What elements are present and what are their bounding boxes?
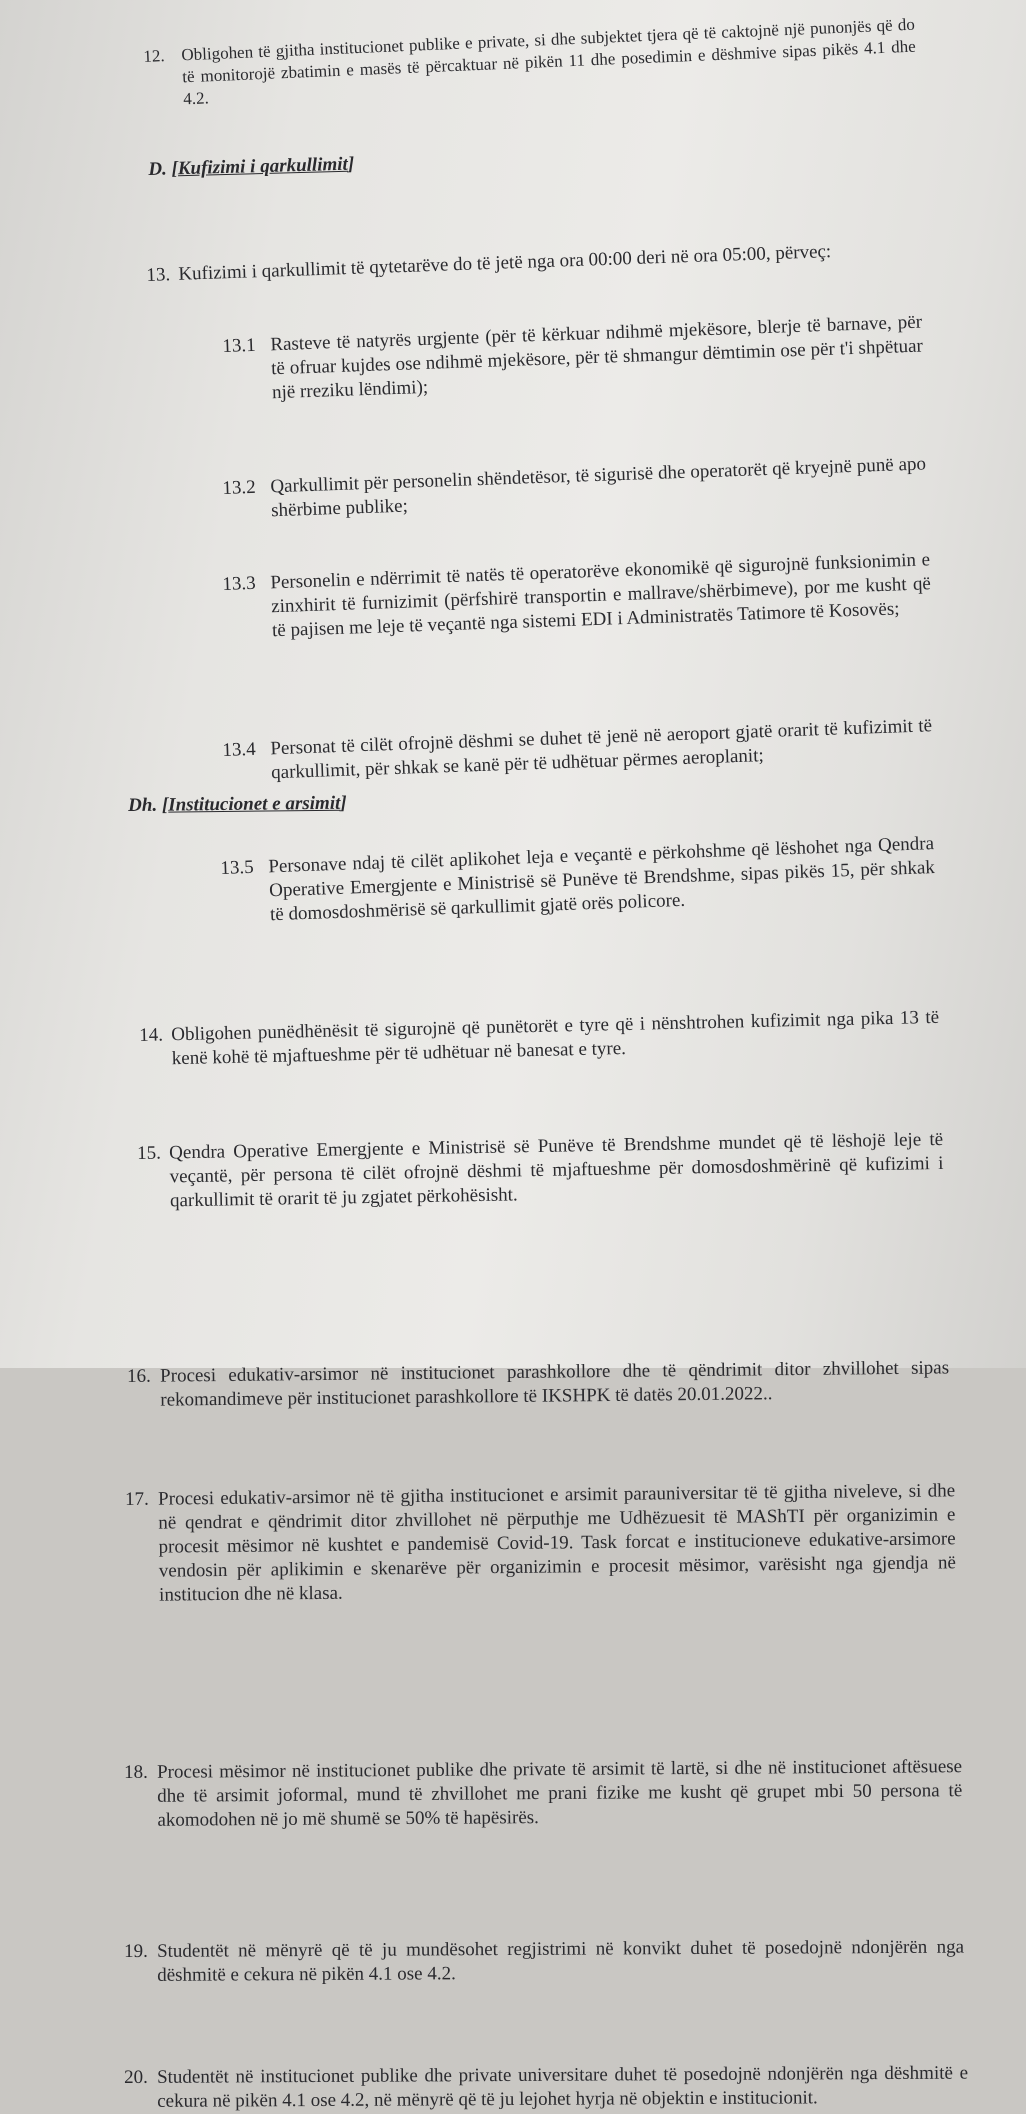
item-text: Qarkullimit për personelin shëndetësor, të sigurisë dhe operatorët që kryejnë punë apo shërbime publike; <box>270 453 927 522</box>
item-number: 13.5 <box>220 856 254 879</box>
item-number: 13.2 <box>222 476 256 499</box>
paragraph-14 <box>139 1006 940 1072</box>
item-text: Kufizimi i qarkullimit të qytetarëve do të jetë nga ora 00:00 deri në ora 05:00, përveç: <box>178 241 832 285</box>
item-number: 14. <box>139 1024 164 1046</box>
item-number: 13.3 <box>222 572 256 595</box>
paragraph-13-2 <box>222 452 927 525</box>
item-number: 20. <box>124 2066 148 2088</box>
paragraph-13-3 <box>222 548 932 645</box>
section-title: Kufizimi i qarkullimit <box>177 153 349 180</box>
item-number: 15. <box>137 1142 162 1164</box>
item-text: Obligohen punëdhënësit të sigurojnë që punëtorët e tyre që i nënshtrohen kufizimit nga pika 13 të kenë kohë të mjaftueshme për të udhëtuar në banesat e tyre. <box>171 1006 940 1070</box>
paragraph-17 <box>125 1479 956 1608</box>
item-text: Rasteve të natyrës urgjente (për të kërkuar ndihmë mjekësore, blerje të barnave, për të ofruar kujdes ose ndihmë mjekësore, për të shmangur dëmtimin ose për t'i shpëtuar një rreziku lëndimi); <box>270 311 924 404</box>
item-text: Procesi mësimor në institucionet publike dhe private të arsimit të lartë, si dhe në institucionet aftësuese dhe të arsimit joformal, mund të zhvillohet me prani fizike me kusht që grupet mbi 50 persona të akomodohen në jo më shumë se 50% të hapësirës. <box>157 1756 963 1831</box>
paragraph-16 <box>127 1356 949 1413</box>
item-text: Studentët në mënyrë që të ju mundësohet regjistrimi në konvikt duhet të posedojnë ndonjërën nga dëshmitë e cekura në pikën 4.1 ose 4.2. <box>157 1936 965 1986</box>
item-text: Studentët në institucionet publike dhe private universitare duhet të posedojnë ndonjërën nga dëshmitë e cekura në pikën 4.1 ose 4.2, në mënyrë që të ju lejohet hyrja në objektin e institucionit. <box>157 2062 969 2112</box>
item-text: Personat të cilët ofrojnë dëshmi se duhet të jenë në aeroport gjatë orarit të kufizimit të qarkullimit, për shkak se kanë për të udhëtuar përmes aeroplanit; <box>270 715 933 784</box>
item-text: Personave ndaj të cilët aplikohet leja e veçantë e përkohshme që lëshohet nga Qendra Operative Emergjente e Ministrisë së Punëve të Brendshme, sipas pikës 15, për shkak të domosdoshmërisë së qarkullimit gjatë orës policore. <box>268 833 936 926</box>
item-number: 19. <box>124 1940 148 1962</box>
item-text: Personelin e ndërrimit të natës të operatorëve ekonomikë që sigurojnë funksionimin e zinxhirit të furnizimit (përfshirë transportin e mallrave/shërbimeve), por me kusht që të pajisen me leje të veçantë nga sistemi EDI i Administratës Tatimore të Kosovës; <box>270 549 932 642</box>
item-number: 16. <box>127 1365 151 1387</box>
section-heading-d: D. [Kufizimi i qarkullimit] <box>148 153 355 180</box>
item-number: 17. <box>125 1488 149 1510</box>
item-text: Procesi edukativ-arsimor në institucionet parashkollore dhe të qëndrimit ditor zhvillohet sipas rekomandimeve për institucionet parashkollore të IKSHPK të datës 20.01.2022.. <box>160 1357 950 1411</box>
paragraph-13 <box>146 237 906 288</box>
item-text: Procesi edukativ-arsimor në të gjitha institucionet e arsimit parauniversitar të të gjitha niveleve, si dhe në qendrat e qëndrimit ditor zhvillohet në përputhje me Udhëzuesit të MAShTI për organizimin e procesit mësimor në kushtet e pandemisë Covid-19. Task forcat e institucioneve edukative-arsimore vendosin për aplikimin e skenarëve për organizimin e procesit mësimor, varësisht nga gjendja në institucion dhe në klasa. <box>158 1480 956 1606</box>
item-text: Obligohen të gjitha institucionet publike e private, si dhe subjektet tjera që të caktojnë një punonjës që do të monitorojë zbatimin e masës të përcaktuar në pikën 11 dhe posedimin e dëshmive sipas pikës 4.1 dhe 4.2. <box>181 14 917 109</box>
item-number: 12. <box>143 46 166 66</box>
paragraph-20 <box>124 2062 968 2114</box>
paragraph-12 <box>143 14 917 112</box>
paragraph-13-4 <box>222 714 933 787</box>
item-number: 13.1 <box>222 334 256 357</box>
section-title: Institucionet e arsimit <box>168 792 341 816</box>
paragraph-13-1 <box>222 311 924 407</box>
paragraph-15 <box>137 1128 944 1214</box>
item-number: 13. <box>146 264 171 286</box>
item-number: 18. <box>124 1761 148 1783</box>
section-heading-dh: Dh. [Institucionet e arsimit] <box>128 792 347 816</box>
paragraph-19 <box>124 1936 964 1988</box>
paragraph-18 <box>124 1755 962 1833</box>
item-text: Qendra Operative Emergjente e Ministrisë së Punëve të Brendshme mundet që të lëshojë leje të veçantë, për persona të cilët ofrojnë dëshmi të mjaftueshme për domosdoshmërinë që kufizimi i qarkullimit të orarit të ju zgjatet përkohësisht. <box>169 1128 944 1212</box>
item-number: 13.4 <box>222 738 256 761</box>
paragraph-13-5 <box>220 832 936 929</box>
